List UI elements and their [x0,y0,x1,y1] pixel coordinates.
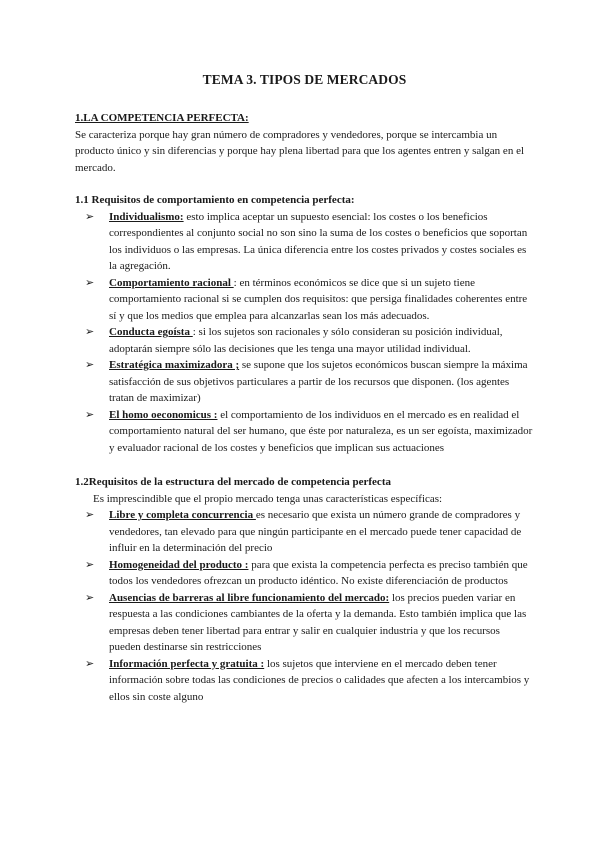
list-item [75,357,534,407]
item-term: Ausencias de barreras al libre funcionamiento del mercado: [109,591,390,604]
list-item [75,557,534,590]
item-text: los precios pueden variar en respuesta a las condiciones cambiantes de la oferta y la demanda. Esto también implica que las empresas deben tener libertad para entrar y salir en cualquier industria y que los recursos pueden destinarse sin restricciones [109,591,527,653]
section-1-2-heading: 1.2Requisitos de la estructura del mercado de competencia perfecta [75,476,391,488]
item-text: es necesario que exista un número grande de compradores y vendedores, tan elevado para que ningún participante en el mercado puede tener capacidad de influir en la determinación del precio [109,509,522,554]
item-text: para que exista la competencia perfecta es preciso también que todos los vendedores ofrezcan un producto idéntico. No existe diferenciación de productos [109,558,528,587]
arrow-bullet-icon: ➢ [85,275,95,289]
arrow-bullet-icon: ➢ [85,325,95,338]
arrow-bullet-icon: ➢ [85,557,95,571]
section-1-1-heading: 1.1 Requisitos de comportamiento en competencia perfecta: [75,194,355,206]
item-term: Comportamiento racional [109,276,234,289]
arrow-bullet-icon: ➢ [85,508,95,521]
item-term: Individualismo: [109,210,184,223]
item-text: se supone que los sujetos económicos buscan siempre la máxima satisfacción de sus objetivos particulares a partir de los recursos que disponen. (los agentes tratan de maximizar) [109,359,528,404]
item-term: Conducta egoísta [109,326,193,338]
item-term: Libre y completa concurrencia [109,509,256,521]
item-term: Homogeneidad del producto : [109,558,249,571]
item-text: esto implica aceptar un supuesto esencial: los costes o los beneficios correspondientes al conjunto social no son sino la suma de los costes o beneficios que soportan los individuos o las empresas. La única diferencia entre los costes privados y costes sociales es la agregación. [109,210,528,272]
list-item [75,507,534,557]
section-1-heading: 1.LA COMPETENCIA PERFECTA: [75,112,249,124]
arrow-bullet-icon: ➢ [85,209,95,223]
list-item [75,275,534,325]
behavior-requirements-list [75,209,534,457]
arrow-bullet-icon: ➢ [85,358,95,371]
document-title: TEMA 3. TIPOS DE MERCADOS [202,72,407,87]
item-term: Información perfecta y gratuita : [109,657,265,670]
item-text: los sujetos que interviene en el mercado deben tener información sobre todas las condiciones de precios o calidades que afecten a los intercambios y ellos sin coste alguno [109,657,530,703]
arrow-bullet-icon: ➢ [85,590,95,604]
arrow-bullet-icon: ➢ [85,407,95,421]
item-term: Estratégica maximizadora ; [109,359,240,371]
list-item [75,407,534,457]
item-text: : en términos económicos se dice que si un sujeto tiene comportamiento racional si se cumplen dos requisitos: que persiga finalidades coherentes entre sí y que los medios que emplea para alcanzarlas sean los más adecuados. [109,276,528,322]
list-item [75,209,534,275]
item-text: el comportamiento de los individuos en el mercado es en realidad el comportamiento natural del ser humano, que éste por naturaleza, es un ser egoísta, maximizador y evaluador racional de los costes y beneficios que implican sus actuaciones [109,408,533,454]
list-item [75,656,534,706]
list-item [75,324,534,357]
section-1-paragraph: Se caracteriza porque hay gran número de compradores y vendedores, porque se intercambia un producto único y sin diferencias y porque hay plena libertad para que los agentes entren y salgan en el mercado. [75,128,525,174]
section-1-2-intro: Es imprescindible que el propio mercado tenga unas características específicas: [93,492,443,505]
item-term: El homo oeconomicus : [109,408,218,421]
structure-requirements-list [75,507,534,705]
list-item [75,590,534,656]
item-text: : si los sujetos son racionales y sólo consideran su posición individual, adoptarán siempre sólo las decisiones que les tenga una mayor utilidad individual. [109,326,503,355]
arrow-bullet-icon: ➢ [85,656,95,670]
